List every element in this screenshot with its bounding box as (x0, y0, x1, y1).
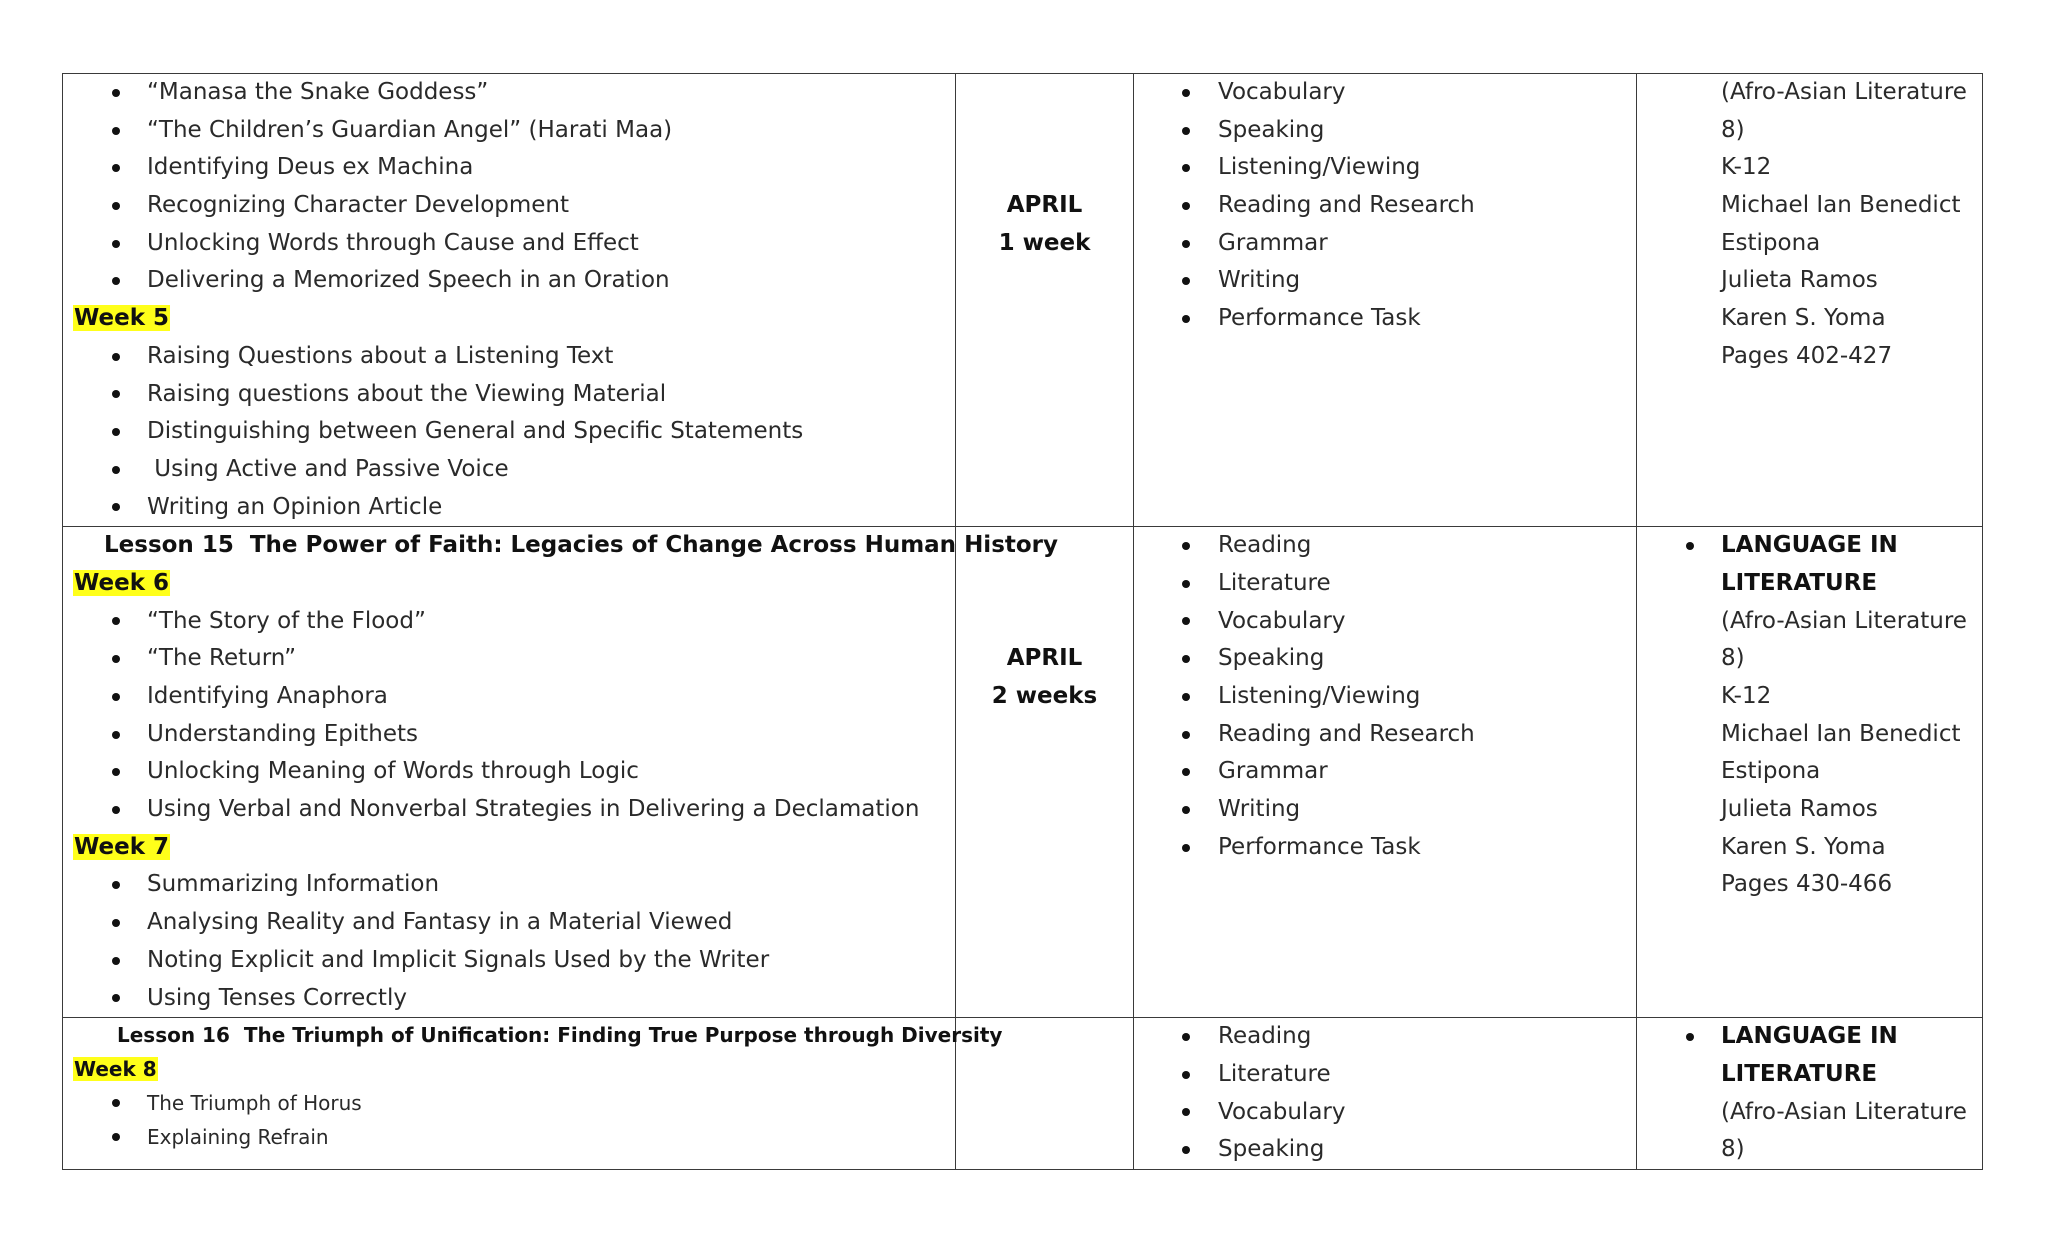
reference-line: Michael Ian Benedict (1721, 720, 1961, 747)
list-item: Speaking (1134, 1131, 1636, 1169)
list-item: Vocabulary (1134, 74, 1636, 112)
reference-heading: LANGUAGE IN (1637, 1018, 1982, 1056)
list-item: Identifying Anaphora (63, 678, 955, 716)
skills-cell (1134, 74, 1637, 527)
list-item: Using Verbal and Nonverbal Strategies in Delivering a Declamation (63, 791, 955, 829)
list-item: Analysing Reality and Fantasy in a Material Viewed (63, 904, 955, 942)
month-label: APRIL (1006, 192, 1083, 218)
list-item: Delivering a Memorized Speech in an Oration (63, 262, 955, 300)
list-item: Writing (1134, 791, 1636, 829)
duration-label: 1 week (998, 229, 1091, 256)
schedule-cell (956, 527, 1134, 1018)
list-item: Grammar (1134, 225, 1636, 263)
table-row (63, 74, 1983, 527)
list-item: Reading (1134, 1018, 1636, 1056)
table-row (63, 527, 1983, 1018)
list-item: Performance Task (1134, 300, 1636, 338)
list-item: Listening/Viewing (1134, 149, 1636, 187)
schedule-cell (956, 74, 1134, 527)
week-label: Week 5 (74, 305, 170, 332)
reference-line: Karen S. Yoma (1721, 833, 1886, 860)
week-label: Week 6 (74, 569, 170, 596)
list-item: “The Return” (63, 640, 955, 678)
week-label: Week 8 (74, 1057, 157, 1082)
list-item: Reading and Research (1134, 716, 1636, 754)
reference-line: Pages 402-427 (1721, 342, 1893, 369)
list-item: Writing an Opinion Article (63, 489, 955, 527)
reference-line: K-12 (1721, 154, 1772, 181)
list-item: Identifying Deus ex Machina (63, 149, 955, 187)
reference-line: 8) (1721, 645, 1745, 672)
list-item: Writing (1134, 262, 1636, 300)
week-label: Week 7 (74, 833, 170, 860)
reference-line: (Afro-Asian Literature (1721, 607, 1967, 634)
list-item: Explaining Refrain (63, 1120, 955, 1154)
list-item: Using Active and Passive Voice (63, 451, 955, 489)
list-item: Unlocking Words through Cause and Effect (63, 225, 955, 263)
list-item: Reading (1134, 527, 1636, 565)
list-item: Raising questions about the Viewing Material (63, 376, 955, 414)
list-item: Unlocking Meaning of Words through Logic (63, 753, 955, 791)
list-item: Listening/Viewing (1134, 678, 1636, 716)
reference-line: Michael Ian Benedict (1721, 192, 1961, 219)
reference-line: K-12 (1721, 683, 1772, 709)
list-item: Understanding Epithets (63, 716, 955, 754)
list-item: Noting Explicit and Implicit Signals Used by the Writer (63, 942, 955, 980)
lesson-title: Lesson 15 The Power of Faith: Legacies of Change Across Human History (104, 532, 1059, 559)
reference-line: Karen S. Yoma (1721, 305, 1886, 332)
topics-cell (63, 1018, 1003, 1170)
list-item: “Manasa the Snake Goddess” (63, 74, 955, 112)
topics-cell (63, 74, 956, 527)
list-item: Raising Questions about a Listening Text (63, 338, 955, 376)
reference-heading: LITERATURE (1721, 1060, 1878, 1087)
list-item: Vocabulary (1134, 603, 1636, 641)
list-item: Reading and Research (1134, 187, 1636, 225)
reference-line: (Afro-Asian Literature (1721, 79, 1967, 105)
list-item: “The Children’s Guardian Angel” (Harati Maa) (63, 112, 955, 150)
list-item: Literature (1134, 565, 1636, 603)
reference-line: Estipona (1721, 758, 1821, 785)
reference-line: Estipona (1721, 229, 1821, 256)
list-item: Summarizing Information (63, 866, 955, 904)
reference-line: Pages 430-466 (1721, 871, 1893, 898)
list-item: Speaking (1134, 112, 1636, 150)
reference-line: 8) (1721, 116, 1745, 143)
table-row (63, 1018, 1983, 1170)
references-cell (1637, 1018, 1983, 1170)
duration-label: 2 weeks (991, 682, 1098, 709)
list-item: Distinguishing between General and Specific Statements (63, 413, 955, 451)
references-cell (1637, 527, 1983, 1018)
lesson-title: Lesson 16 The Triumph of Unification: Finding True Purpose through Diversity (117, 1023, 1003, 1048)
month-label: APRIL (1006, 645, 1083, 672)
list-item: “The Story of the Flood” (63, 603, 955, 641)
list-item: Speaking (1134, 640, 1636, 678)
list-item: The Triumph of Horus (63, 1086, 955, 1120)
list-item: Performance Task (1134, 829, 1636, 867)
list-item: Literature (1134, 1056, 1636, 1094)
reference-heading: LITERATURE (1721, 569, 1878, 596)
list-item: Recognizing Character Development (63, 187, 955, 225)
reference-line: Julieta Ramos (1721, 267, 1878, 294)
reference-line: (Afro-Asian Literature (1721, 1098, 1967, 1125)
references-cell (1637, 74, 1983, 527)
reference-heading: LANGUAGE IN (1637, 527, 1982, 565)
list-item: Vocabulary (1134, 1094, 1636, 1132)
curriculum-table (62, 73, 1983, 1170)
skills-cell (1134, 527, 1637, 1018)
skills-cell (1134, 1018, 1637, 1170)
list-item: Grammar (1134, 753, 1636, 791)
reference-line: 8) (1721, 1136, 1745, 1163)
reference-line: Julieta Ramos (1721, 796, 1878, 823)
list-item: Using Tenses Correctly (63, 980, 955, 1018)
